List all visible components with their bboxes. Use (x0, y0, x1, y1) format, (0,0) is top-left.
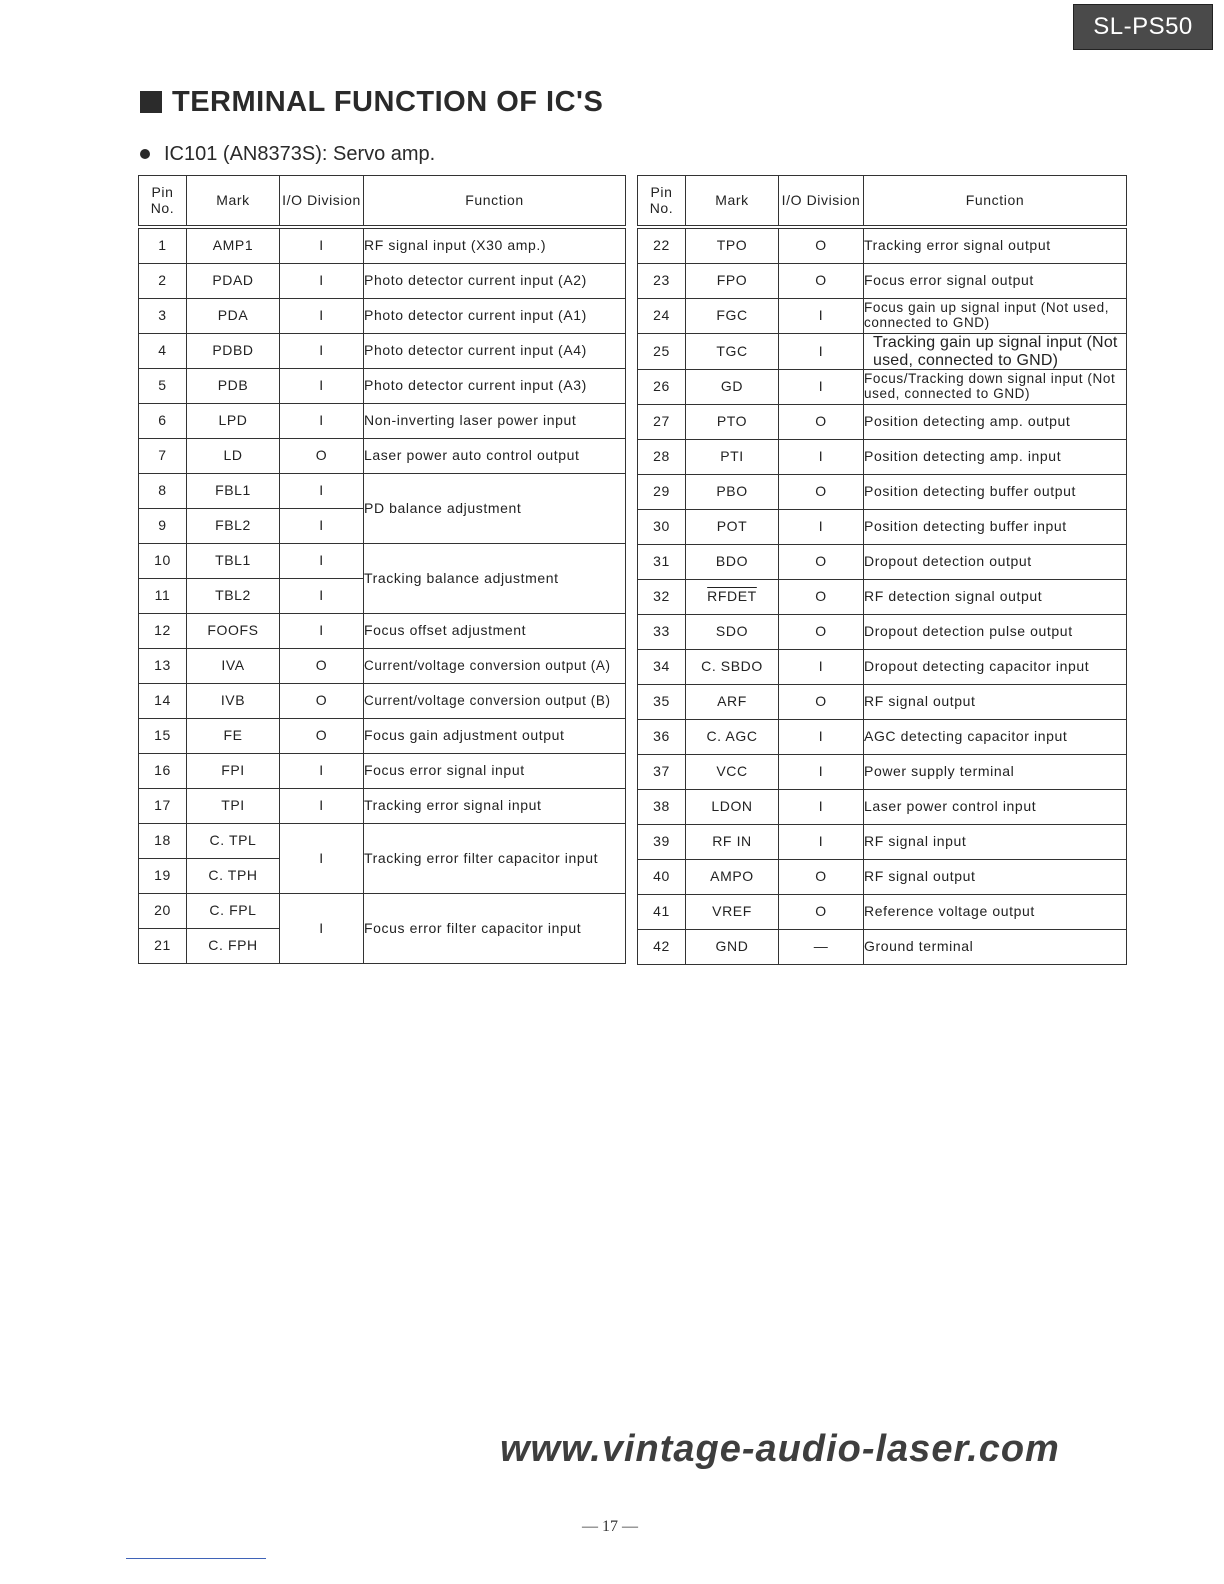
pin-number: 41 (638, 895, 686, 930)
pin-number: 3 (139, 299, 187, 334)
pin-number: 26 (638, 370, 686, 405)
pin-function: Tracking error signal output (864, 227, 1127, 264)
pin-function: Focus error signal output (864, 264, 1127, 299)
pin-number: 11 (139, 579, 187, 614)
pin-io: O (779, 860, 864, 895)
table-row (638, 264, 1127, 299)
table-row (638, 299, 1127, 334)
pin-io: I (280, 369, 364, 404)
pin-function: PD balance adjustment (364, 474, 626, 544)
pin-number: 14 (139, 684, 187, 719)
pin-mark: LDON (686, 790, 779, 825)
pin-function: RF signal input (X30 amp.) (364, 227, 626, 264)
pin-function: RF signal output (864, 860, 1127, 895)
table-row (139, 544, 626, 579)
pin-number: 16 (139, 754, 187, 789)
pin-mark: IVB (187, 684, 280, 719)
pin-mark: PDAD (187, 264, 280, 299)
pin-number: 30 (638, 510, 686, 545)
pin-number: 25 (638, 334, 686, 370)
page-title (140, 84, 603, 120)
table-row (139, 404, 626, 439)
pin-io: O (779, 405, 864, 440)
pin-number: 40 (638, 860, 686, 895)
pin-io: I (280, 334, 364, 369)
pin-mark: ARF (686, 685, 779, 720)
pin-mark: C. TPH (187, 859, 280, 894)
table-row (638, 650, 1127, 685)
pin-io: I (280, 404, 364, 439)
pin-mark: FPI (187, 754, 280, 789)
pin-io: I (280, 227, 364, 264)
table-row (638, 227, 1127, 264)
pin-mark: C. SBDO (686, 650, 779, 685)
pin-number: 31 (638, 545, 686, 580)
pin-io: I (779, 510, 864, 545)
pin-function: Position detecting amp. output (864, 405, 1127, 440)
pin-io: O (779, 580, 864, 615)
pin-function: Current/voltage conversion output (A) (364, 649, 626, 684)
pin-number: 23 (638, 264, 686, 299)
table-row (638, 510, 1127, 545)
pin-mark: GND (686, 930, 779, 965)
pin-function: RF signal input (864, 825, 1127, 860)
pin-mark: VCC (686, 755, 779, 790)
pin-function: Focus error signal input (364, 754, 626, 789)
table-row (139, 334, 626, 369)
table-row (638, 405, 1127, 440)
pin-number: 27 (638, 405, 686, 440)
pin-io: — (779, 930, 864, 965)
pin-mark: TPI (187, 789, 280, 824)
pin-io: O (779, 615, 864, 650)
pin-io: I (280, 789, 364, 824)
pin-mark: TBL1 (187, 544, 280, 579)
pin-number: 9 (139, 509, 187, 544)
pin-number: 24 (638, 299, 686, 334)
pin-io: I (280, 474, 364, 509)
table-row (638, 440, 1127, 475)
pin-function: Focus gain up signal input (Not used, connected to GND) (864, 299, 1127, 334)
pin-mark: PTI (686, 440, 779, 475)
pin-mark: FOOFS (187, 614, 280, 649)
pin-io: I (779, 334, 864, 370)
pin-function: Tracking balance adjustment (364, 544, 626, 614)
table-row (638, 545, 1127, 580)
pin-number: 33 (638, 615, 686, 650)
pin-mark: FGC (686, 299, 779, 334)
header-function: Function (864, 176, 1127, 228)
pin-function: Photo detector current input (A4) (364, 334, 626, 369)
table-row (638, 580, 1127, 615)
pin-number: 34 (638, 650, 686, 685)
pin-number: 37 (638, 755, 686, 790)
pin-number: 4 (139, 334, 187, 369)
pin-number: 1 (139, 227, 187, 264)
pin-function: Position detecting amp. input (864, 440, 1127, 475)
pin-table-right (637, 175, 1127, 965)
table-row (139, 754, 626, 789)
pin-function: Current/voltage conversion output (B) (364, 684, 626, 719)
table-row (638, 755, 1127, 790)
table-row (139, 227, 626, 264)
pin-function: Power supply terminal (864, 755, 1127, 790)
pin-io: O (779, 685, 864, 720)
pin-mark: AMP1 (187, 227, 280, 264)
pin-number: 35 (638, 685, 686, 720)
table-row (139, 649, 626, 684)
pin-number: 21 (139, 929, 187, 964)
header-io: I/O Division (280, 176, 364, 228)
pin-mark: LPD (187, 404, 280, 439)
pin-number: 38 (638, 790, 686, 825)
pin-number: 6 (139, 404, 187, 439)
page-number: — 17 — (582, 1518, 638, 1535)
pin-number: 5 (139, 369, 187, 404)
pin-function: Reference voltage output (864, 895, 1127, 930)
pin-mark: RF IN (686, 825, 779, 860)
header-function: Function (364, 176, 626, 228)
table-row (638, 685, 1127, 720)
table-header-row (638, 176, 1127, 228)
pin-number: 32 (638, 580, 686, 615)
table-row (638, 860, 1127, 895)
pin-io: I (280, 544, 364, 579)
pin-mark: GD (686, 370, 779, 405)
pin-number: 13 (139, 649, 187, 684)
dot-bullet-icon (140, 149, 150, 159)
header-io: I/O Division (779, 176, 864, 228)
pin-function: Position detecting buffer output (864, 475, 1127, 510)
table-row (638, 334, 1127, 370)
table-row (638, 475, 1127, 510)
pin-io: I (280, 754, 364, 789)
pin-number: 17 (139, 789, 187, 824)
table-row (139, 824, 626, 859)
pin-mark: VREF (686, 895, 779, 930)
section-subtitle (140, 140, 435, 168)
table-row (139, 684, 626, 719)
pin-number: 39 (638, 825, 686, 860)
pin-function: Dropout detection pulse output (864, 615, 1127, 650)
table-row (638, 720, 1127, 755)
pin-function: AGC detecting capacitor input (864, 720, 1127, 755)
pin-function: Tracking error signal input (364, 789, 626, 824)
pin-function: Position detecting buffer input (864, 510, 1127, 545)
table-row (139, 789, 626, 824)
pin-mark: PBO (686, 475, 779, 510)
pin-function: Photo detector current input (A2) (364, 264, 626, 299)
pin-number: 20 (139, 894, 187, 929)
watermark-url: www.vintage-audio-laser.com (500, 1427, 1060, 1470)
pin-mark: PDA (187, 299, 280, 334)
pin-function: Non-inverting laser power input (364, 404, 626, 439)
pin-io: I (779, 720, 864, 755)
pin-number: 36 (638, 720, 686, 755)
header-pin: Pin No. (638, 176, 686, 228)
pin-mark: C. FPL (187, 894, 280, 929)
table-row (139, 719, 626, 754)
pin-mark: FE (187, 719, 280, 754)
pin-function: Tracking gain up signal input (Not used, connected to GND) (864, 334, 1127, 370)
table-row (139, 439, 626, 474)
page-title-text: TERMINAL FUNCTION OF IC'S (172, 85, 604, 118)
pin-io: O (280, 719, 364, 754)
table-row (638, 790, 1127, 825)
pin-mark: AMPO (686, 860, 779, 895)
table-row (638, 895, 1127, 930)
pin-io: I (779, 790, 864, 825)
pin-mark: PDB (187, 369, 280, 404)
pin-mark: PTO (686, 405, 779, 440)
pin-number: 19 (139, 859, 187, 894)
pin-io: O (779, 475, 864, 510)
pin-function: Dropout detection output (864, 545, 1127, 580)
table-row (139, 299, 626, 334)
pin-function: Focus gain adjustment output (364, 719, 626, 754)
pin-io: I (779, 440, 864, 475)
pin-mark: C. AGC (686, 720, 779, 755)
pin-function: Tracking error filter capacitor input (364, 824, 626, 894)
pin-number: 22 (638, 227, 686, 264)
table-row (139, 614, 626, 649)
table-row (638, 825, 1127, 860)
table-row (638, 930, 1127, 965)
pin-mark: C. FPH (187, 929, 280, 964)
pin-function: Ground terminal (864, 930, 1127, 965)
pin-mark: BDO (686, 545, 779, 580)
pin-io: O (779, 895, 864, 930)
pin-io: I (779, 650, 864, 685)
pin-io: I (280, 894, 364, 964)
pin-io: I (779, 299, 864, 334)
pin-io: I (779, 755, 864, 790)
pin-function: Photo detector current input (A3) (364, 369, 626, 404)
model-badge: SL-PS50 (1073, 4, 1213, 50)
pin-io: O (280, 439, 364, 474)
pin-io: O (779, 545, 864, 580)
pin-function: Focus offset adjustment (364, 614, 626, 649)
pin-mark: SDO (686, 615, 779, 650)
pin-mark: TGC (686, 334, 779, 370)
pin-number: 8 (139, 474, 187, 509)
square-bullet-icon (140, 91, 162, 113)
pin-number: 15 (139, 719, 187, 754)
pin-io: I (280, 264, 364, 299)
pin-io: O (280, 684, 364, 719)
pin-mark: PDBD (187, 334, 280, 369)
pin-number: 28 (638, 440, 686, 475)
table-row (139, 264, 626, 299)
pin-number: 12 (139, 614, 187, 649)
section-subtitle-text: IC101 (AN8373S): Servo amp. (164, 142, 436, 165)
pin-function: Laser power auto control output (364, 439, 626, 474)
header-mark: Mark (187, 176, 280, 228)
header-pin: Pin No. (139, 176, 187, 228)
pin-number: 2 (139, 264, 187, 299)
header-mark: Mark (686, 176, 779, 228)
pin-io: O (280, 649, 364, 684)
pin-mark: FBL1 (187, 474, 280, 509)
pin-mark: TBL2 (187, 579, 280, 614)
pin-mark: IVA (187, 649, 280, 684)
pin-io: I (280, 614, 364, 649)
pin-number: 18 (139, 824, 187, 859)
pin-function: Focus error filter capacitor input (364, 894, 626, 964)
pin-io: I (280, 824, 364, 894)
divider (126, 1558, 266, 1559)
pin-mark: FPO (686, 264, 779, 299)
table-row (139, 474, 626, 509)
pin-io: I (280, 509, 364, 544)
pin-io: O (779, 227, 864, 264)
table-row (139, 369, 626, 404)
pin-mark: LD (187, 439, 280, 474)
pin-io: O (779, 264, 864, 299)
pin-mark: C. TPL (187, 824, 280, 859)
pin-mark: FBL2 (187, 509, 280, 544)
pin-function: Dropout detecting capacitor input (864, 650, 1127, 685)
pin-io: I (280, 579, 364, 614)
pin-number: 7 (139, 439, 187, 474)
table-header-row (139, 176, 626, 228)
pin-number: 29 (638, 475, 686, 510)
table-row (638, 615, 1127, 650)
pin-function: Laser power control input (864, 790, 1127, 825)
pin-function: Photo detector current input (A1) (364, 299, 626, 334)
pin-io: I (280, 299, 364, 334)
pin-mark: RFDET (686, 580, 779, 615)
pin-number: 42 (638, 930, 686, 965)
pin-table-left (138, 175, 626, 964)
pin-io: I (779, 370, 864, 405)
pin-number: 10 (139, 544, 187, 579)
pin-mark: POT (686, 510, 779, 545)
table-row (139, 894, 626, 929)
pin-function: Focus/Tracking down signal input (Not used, connected to GND) (864, 370, 1127, 405)
pin-function: RF detection signal output (864, 580, 1127, 615)
pin-function: RF signal output (864, 685, 1127, 720)
table-row (638, 370, 1127, 405)
pin-io: I (779, 825, 864, 860)
pin-mark: TPO (686, 227, 779, 264)
